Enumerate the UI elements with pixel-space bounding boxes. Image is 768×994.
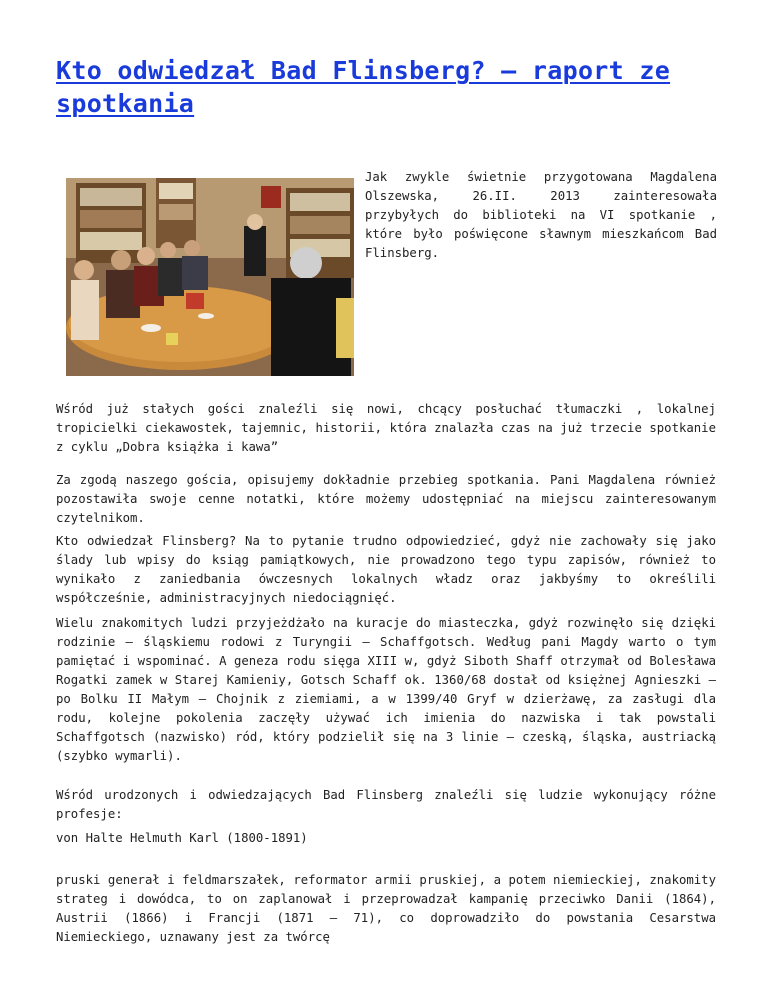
article-title-link[interactable]: Kto odwiedzał Bad Flinsberg? – raport ze spotkania xyxy=(56,56,671,118)
paragraph: Wśród już stałych gości znaleźli się nowi, chcący posłuchać tłumaczki , lokalnej tropicielki ciekawostek, tajemnic, historii, która znalazła czas na już trzecie spotkanie z cyklu „Dobra książka i kawa” xyxy=(56,402,716,454)
paragraph: Za zgodą naszego gościa, opisujemy dokładnie przebieg spotkania. Pani Magdalena również pozostawiła swoje cenne notatki, które możemy udostępniać na miejscu zainteresowanym czytelnikom. xyxy=(56,473,716,525)
paragraph: Wśród urodzonych i odwiedzających Bad Flinsberg znaleźli się ludzie wykonujący różne profesje: xyxy=(56,788,716,821)
paragraph: Wielu znakomitych ludzi przyjeżdżało na kuracje do miasteczka, gdyż rozwinęło się dzięki rodzinie – śląskiemu rodowi z Turyngii – Schaffgotsch. Według pani Magdy warto o tym pamiętać i wspominać. A geneza rodu sięga XIII w, gdyż Siboth Shaff otrzymał od Bolesława Rogatki zamek w Starej Kamieniy, Gotsch Schaff ok. 1360/68 dostał od księżnej Agnieszki – po Bolku II Małym – Chojnik z ziemiami, a w 1399/40 Gryf w dzierżawę, za zasługi dla rodu, kolejne pokolenia zaczęły używać ich imienia do nazwiska i tak powstali Schaffgotsch (nazwisko) ród, który podzielił się na 3 linie – czeską, śląska, austriacką (szybko wymarli). xyxy=(56,616,716,763)
paragraph: pruski generał i feldmarszałek, reformator armii pruskiej, a potem niemieckiej, znakomity strateg i dowódca, to on zaplanował i przeprowadzał kampanię przeciwko Danii (1864), Austrii (1866) i Francji (1871 – 71), co doprowadziło do powstania Cesarstwa Niemieckiego, uznawany jest za twórcę xyxy=(56,873,716,944)
intro-paragraph: Jak zwykle świetnie przygotowana Magdalena Olszewska, 26.II. 2013 zainteresowała przybyłych do biblioteki na VI spotkanie , które było poświęcone sławnym mieszkańcom Bad Flinsberg. xyxy=(365,170,717,260)
person-heading: von Halte Helmuth Karl (1800-1891) xyxy=(56,831,308,845)
paragraph: Kto odwiedzał Flinsberg? Na to pytanie trudno odpowiedzieć, gdyż nie zachowały się jako ślady lub wpisy do ksiąg pamiątkowych, nie prowadzono tego typu zapisów, również to wynikało z zaniedbania ówczesnych lokalnych władz oraz jakbyśmy to określili współcześnie, administracyjnych niedociągnięć. xyxy=(56,534,716,605)
library-meeting-photo xyxy=(66,178,354,376)
